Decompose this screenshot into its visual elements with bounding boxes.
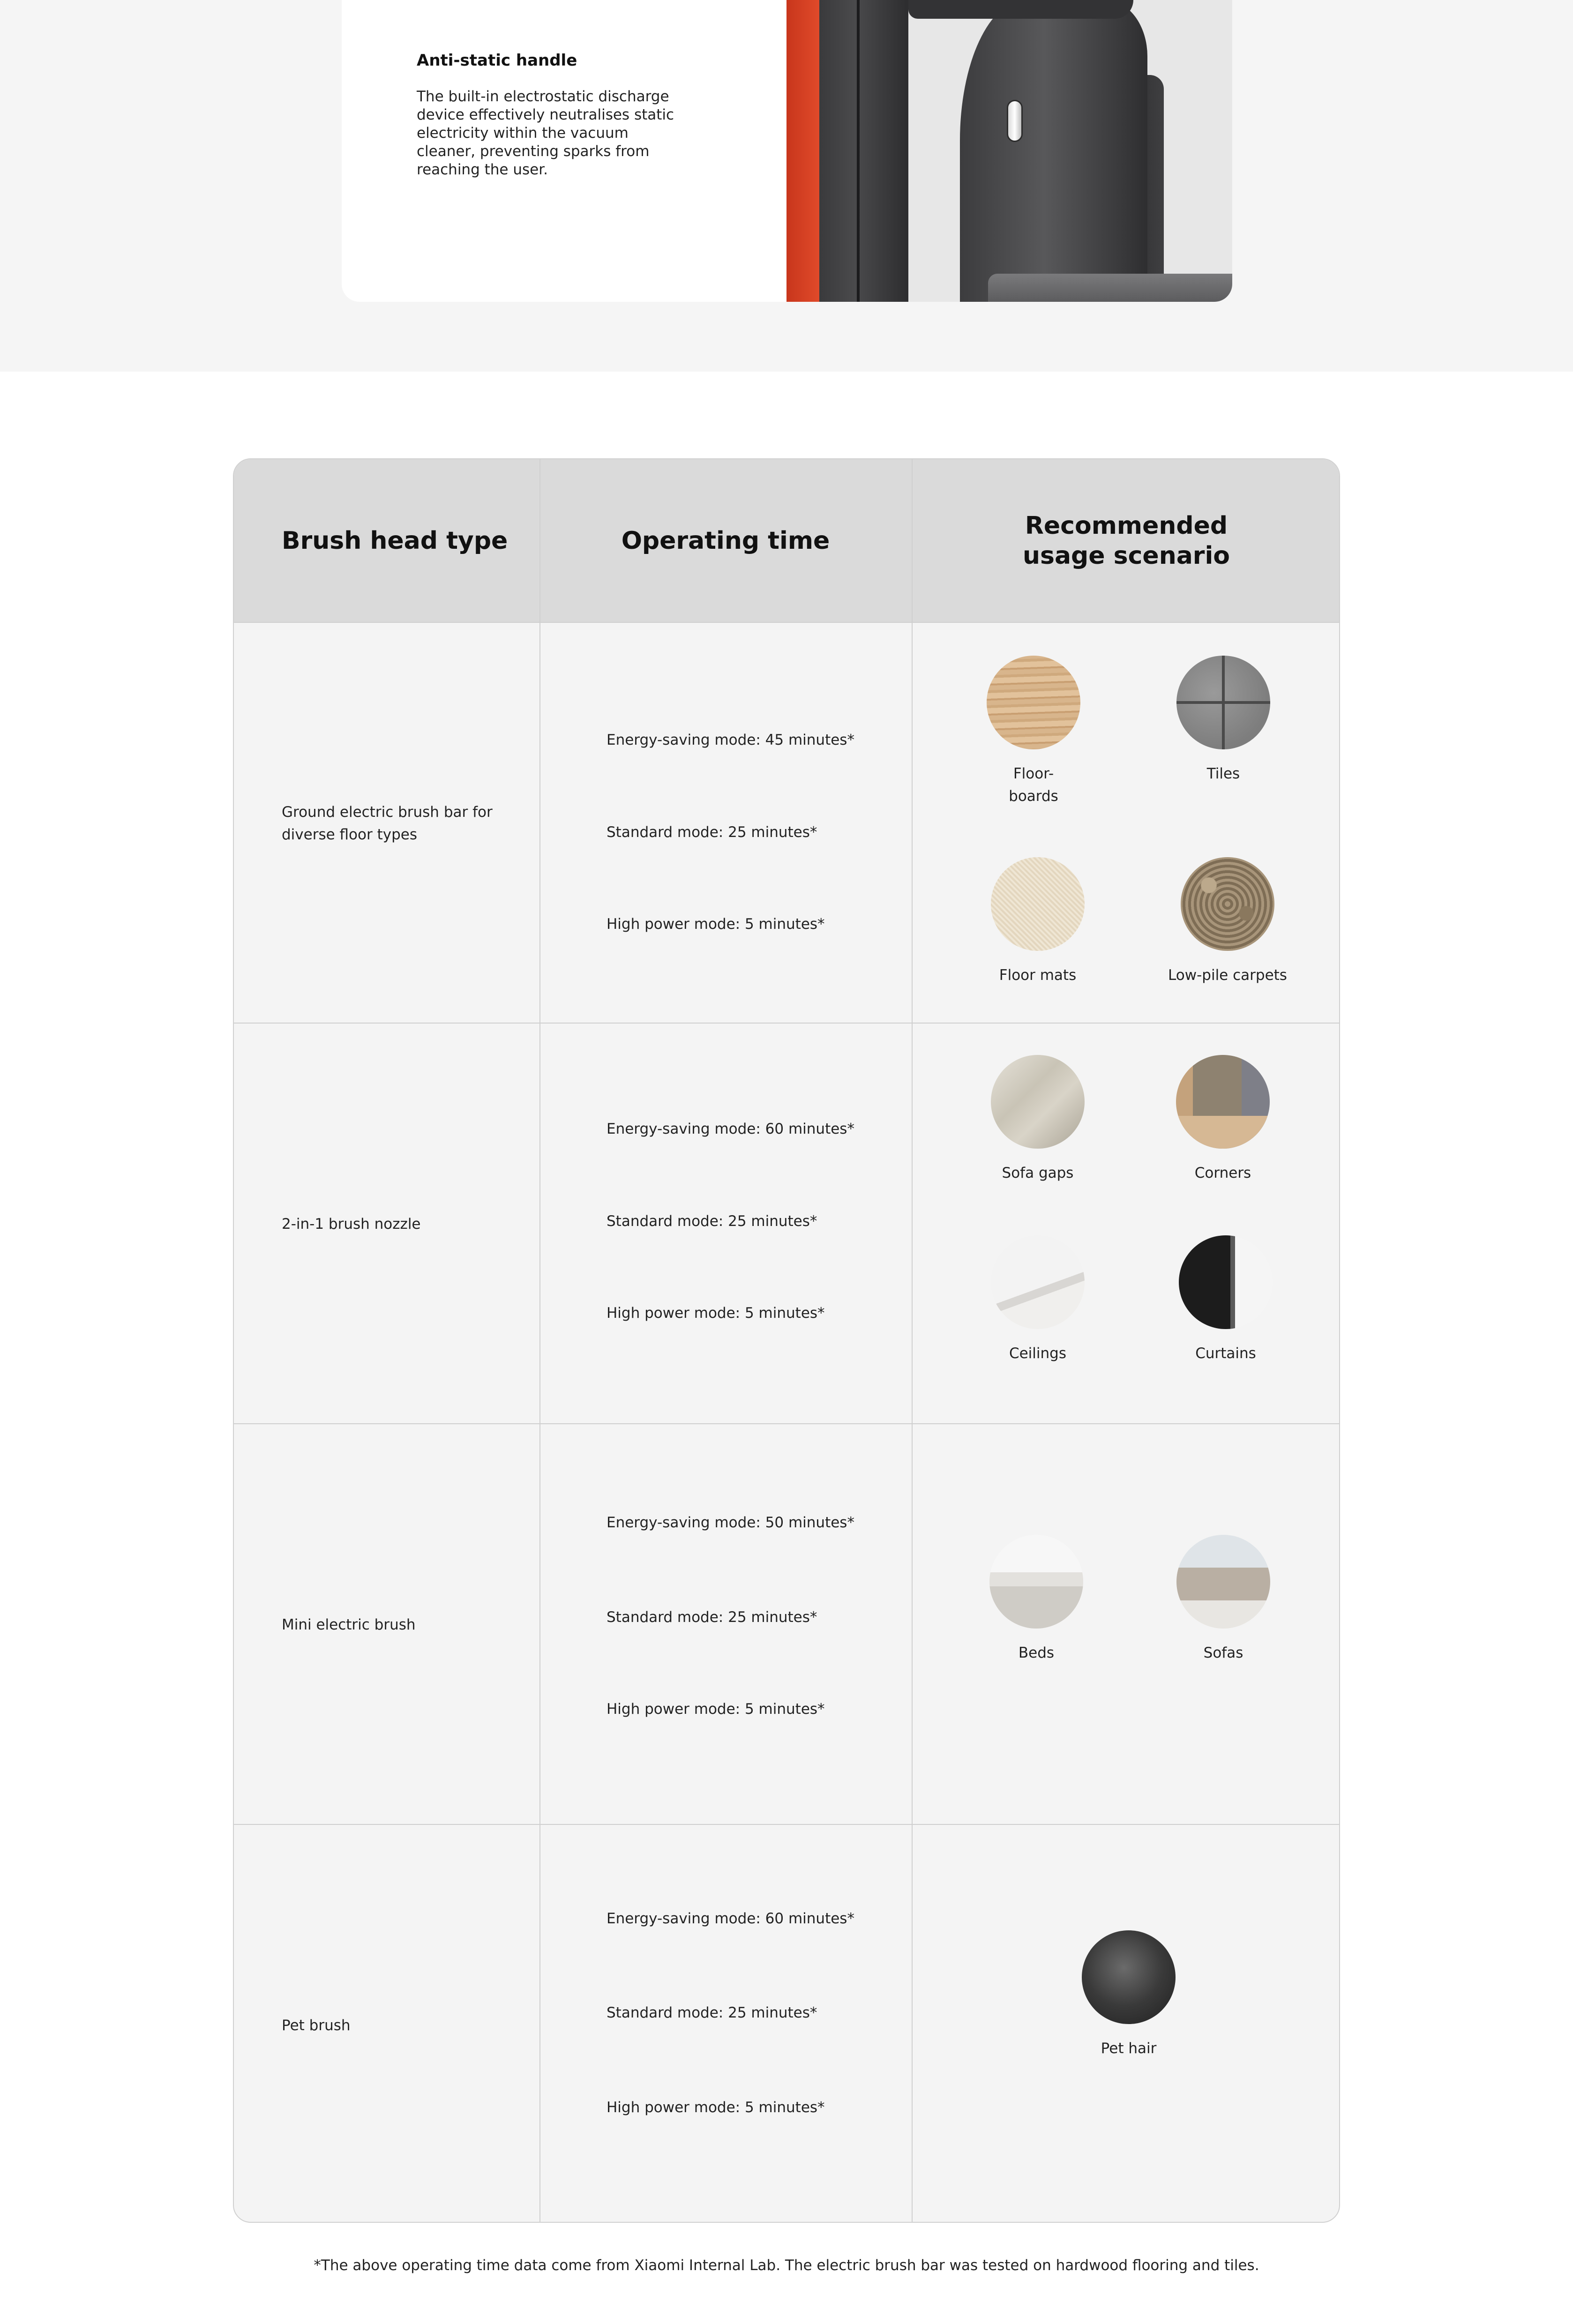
curtains-thumbnail (1179, 1235, 1273, 1329)
header-usage-label: Recommended usage scenario (1023, 511, 1230, 570)
feature-description: The built-in electrostatic discharge device effectively neutralises static electricity within the vacuum cleaner, preventing sparks from reaching the user. (417, 88, 674, 178)
scenario-floorboards (963, 656, 1104, 807)
time-standard: Standard mode: 25 minutes* (607, 824, 817, 841)
time-energy-saving: Energy-saving mode: 50 minutes* (607, 1514, 854, 1531)
brush-type-cell: Mini electric brush (282, 1616, 416, 1633)
scenario-curtains (1155, 1235, 1296, 1365)
pet-hair-thumbnail (1082, 1930, 1176, 2024)
time-standard: Standard mode: 25 minutes* (607, 1609, 817, 1626)
beds-thumbnail (989, 1535, 1083, 1629)
table-header (234, 459, 1339, 622)
corners-thumbnail (1176, 1055, 1270, 1149)
scenario-label: Pet hair (1101, 2040, 1157, 2057)
scenario-label: Sofas (1203, 1644, 1243, 1661)
floor-mats-thumbnail (991, 857, 1085, 951)
table-row (234, 1024, 1339, 1424)
scenario-label: Curtains (1195, 1345, 1256, 1362)
time-standard: Standard mode: 25 minutes* (607, 2004, 817, 2021)
time-high-power: High power mode: 5 minutes* (607, 2099, 825, 2116)
scenario-ceilings (967, 1235, 1108, 1365)
header-operating-time: Operating time (621, 526, 830, 555)
header-usage-scenario (912, 459, 1340, 622)
time-energy-saving: Energy-saving mode: 60 minutes* (607, 1121, 854, 1137)
scenario-sofas (1153, 1535, 1294, 1664)
brush-comparison-table (233, 458, 1340, 2223)
ceilings-thumbnail (991, 1235, 1085, 1329)
scenario-label: Low-pile carpets (1168, 967, 1287, 984)
image-pole (819, 0, 908, 302)
operating-time-cell (607, 1024, 897, 1424)
image-handle (960, 0, 1147, 302)
time-high-power: High power mode: 5 minutes* (607, 916, 825, 933)
image-handle-button (1007, 100, 1023, 142)
operating-time-cell (607, 1424, 897, 1825)
sofa-gaps-thumbnail (991, 1055, 1085, 1149)
time-high-power: High power mode: 5 minutes* (607, 1305, 825, 1322)
scenario-sofa-gaps (967, 1055, 1108, 1184)
scenario-low-pile-carpets (1157, 857, 1298, 986)
operating-time-cell (607, 1825, 897, 2223)
image-pole-gap (857, 0, 860, 302)
feature-text (417, 49, 679, 179)
table-row (234, 1424, 1339, 1825)
scenario-label: Floor mats (999, 967, 1077, 984)
scenario-label: Beds (1018, 1644, 1055, 1661)
brush-type-cell: Ground electric brush bar for diverse floor types (282, 803, 493, 843)
scenario-beds (966, 1535, 1107, 1664)
low-pile-carpets-thumbnail (1181, 857, 1274, 951)
tiles-thumbnail (1176, 656, 1270, 749)
scenario-label: Tiles (1206, 765, 1240, 782)
scenario-corners (1153, 1055, 1293, 1184)
table-row (234, 623, 1339, 1024)
time-energy-saving: Energy-saving mode: 60 minutes* (607, 1910, 854, 1927)
image-red-body (786, 0, 819, 302)
scenario-floor-mats (967, 857, 1108, 986)
vacuum-handle-image (786, 0, 1232, 302)
sofas-thumbnail (1176, 1535, 1270, 1629)
feature-title: Anti-static handle (417, 51, 577, 70)
scenario-label: Corners (1194, 1165, 1251, 1181)
feature-card (342, 0, 1232, 302)
scenario-tiles (1153, 656, 1294, 785)
brush-type-cell: 2-in-1 brush nozzle (282, 1215, 421, 1233)
image-handle-top (908, 0, 1133, 19)
image-handle-base (988, 274, 1232, 302)
feature-section (0, 0, 1573, 372)
brush-type-cell: Pet brush (282, 2017, 351, 2034)
table-row (234, 1825, 1339, 2223)
operating-time-cell (607, 623, 897, 1024)
scenario-label: Sofa gaps (1002, 1165, 1074, 1181)
footnote: *The above operating time data come from Xiaomi Internal Lab. The electric brush bar was tested on hardwood flooring and tiles. (314, 2257, 1259, 2274)
floorboards-thumbnail (987, 656, 1080, 749)
time-energy-saving: Energy-saving mode: 45 minutes* (607, 732, 854, 748)
scenario-label: Floor- boards (1009, 765, 1058, 805)
time-high-power: High power mode: 5 minutes* (607, 1701, 825, 1718)
scenario-label: Ceilings (1009, 1345, 1067, 1362)
scenario-pet-hair (1058, 1930, 1199, 2060)
header-brush-type: Brush head type (282, 526, 508, 555)
time-standard: Standard mode: 25 minutes* (607, 1213, 817, 1230)
